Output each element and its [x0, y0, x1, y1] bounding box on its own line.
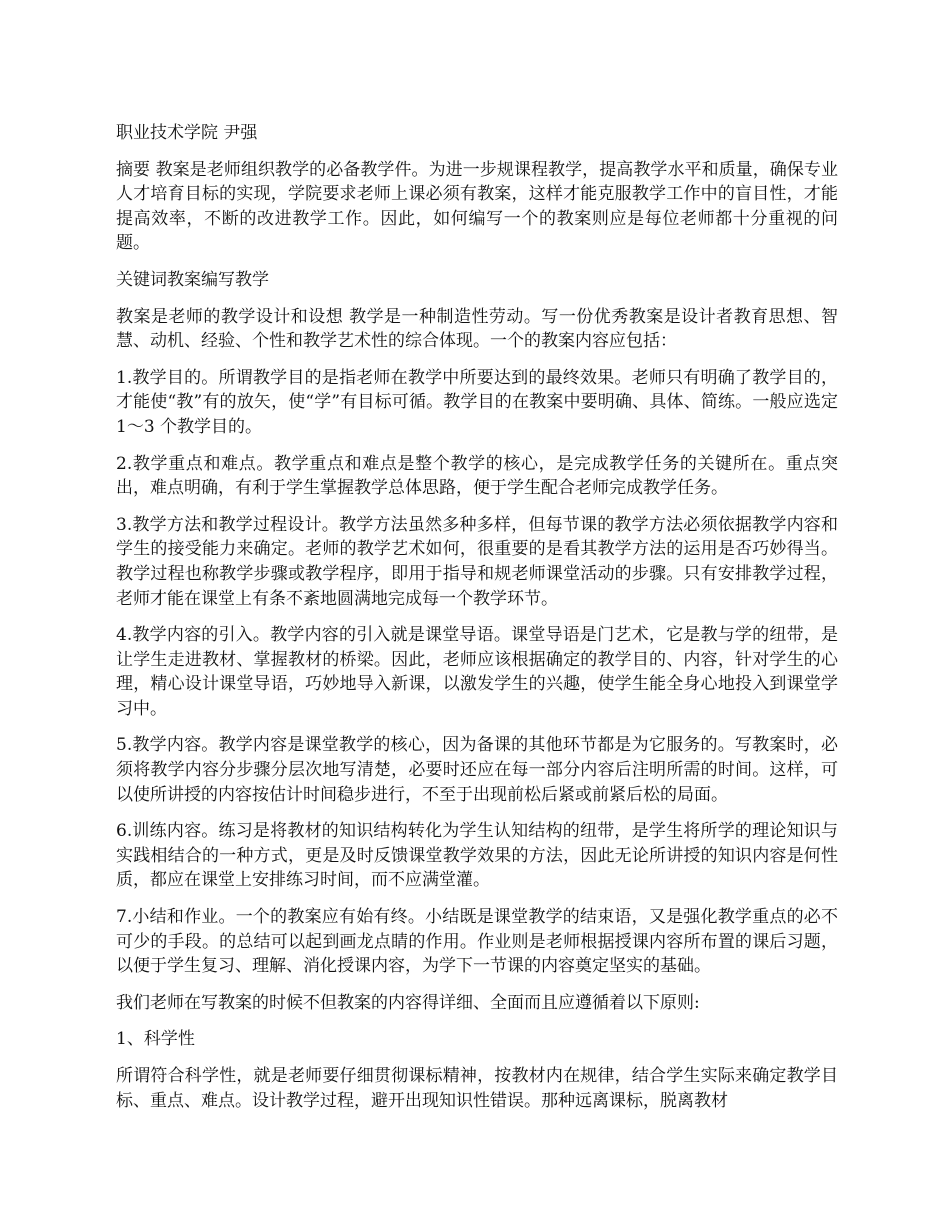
- item-methods: 3.教学方法和教学过程设计。教学方法虽然多种多样，但每节课的教学方法必须依据教学内容和学生的接受能力来确定。老师的教学艺术如何，很重要的是看其教学方法的运用是否巧妙得当。教学过程也称教学步骤或教学程序，即用于指导和规老师课堂活动的步骤。只有安排教学过程，老师才能在课堂上有条不紊地圆满地完成每一个教学环节。: [116, 514, 838, 609]
- document-page: [116, 121, 838, 1125]
- keywords-line: 关键词教案编写教学: [116, 269, 269, 290]
- item-summary: 7.小结和作业。一个的教案应有始有终。小结既是课堂教学的结束语，又是强化教学重点的必不可少的手段。的总结可以起到画龙点睛的作用。作业则是老师根据授课内容所布置的课后习题，以便于学生复习、理解、消化授课内容，为学下一节课的内容奠定坚实的基础。: [116, 907, 838, 977]
- item-introduction: 4.教学内容的引入。教学内容的引入就是课堂导语。课堂导语是门艺术，它是教与学的纽带，是让学生走进教材、掌握教材的桥梁。因此，老师应该根据确定的教学目的、内容，针对学生的心理，精心设计课堂导语，巧妙地导入新课，以激发学生的兴趣，使学生能全身心地投入到课堂学习中。: [116, 625, 838, 719]
- item-teaching-goal: 1.教学目的。所谓教学目的是指老师在教学中所要达到的最终效果。老师只有明确了教学目的，才能使“教”有的放矢，使“学”有目标可循。教学目的在教案中要明确、具体、简练。一般应选定 1～3 个教学目的。: [116, 367, 838, 437]
- item-training: 6.训练内容。练习是将教材的知识结构转化为学生认知结构的纽带，是学生将所学的理论知识与实践相结合的一种方式，更是及时反馈课堂教学效果的方法，因此无论所讲授的知识内容是何性质，都应在课堂上安排练习时间，而不应满堂灌。: [116, 821, 838, 891]
- abstract-paragraph: 摘要 教案是老师组织教学的必备教学件。为进一步规课程教学，提高教学水平和质量，确保专业人才培育目标的实现，学院要求老师上课必须有教案，这样才能克服教学工作中的盲目性，才能提高效率，不断的改进教学工作。因此，如何编写一个的教案则应是每位老师都十分重视的问题。: [116, 159, 838, 254]
- principles-intro: 我们老师在写教案的时候不但教案的内容得详细、全面而且应遵循着以下原则:: [116, 992, 700, 1013]
- item-key-points: 2.教学重点和难点。教学重点和难点是整个教学的核心，是完成教学任务的关键所在。重点突出，难点明确，有利于学生掌握教学总体思路，便于学生配合老师完成教学任务。: [116, 453, 838, 499]
- principle-1-paragraph: 所谓符合科学性，就是老师要仔细贯彻课标精神，按教材内在规律，结合学生实际来确定教学目标、重点、难点。设计教学过程，避开出现知识性错误。那种远离课标，脱离教材: [116, 1066, 838, 1111]
- item-content: 5.教学内容。教学内容是课堂教学的核心，因为备课的其他环节都是为它服务的。写教案时，必须将教学内容分步骤分层次地写清楚，必要时还应在每一部分内容后注明所需的时间。这样，可以使所讲授的内容按估计时间稳步进行，不至于出现前松后紧或前紧后松的局面。: [116, 735, 838, 805]
- principle-1-heading: 1、科学性: [116, 1029, 195, 1050]
- author-line: 职业技术学院 尹强: [116, 123, 258, 143]
- intro-paragraph: 教案是老师的教学设计和设想 教学是一种制造性劳动。写一份优秀教案是设计者教育思想、智慧、动机、经验、个性和教学艺术性的综合体现。一个的教案内容应包括：: [116, 306, 838, 352]
